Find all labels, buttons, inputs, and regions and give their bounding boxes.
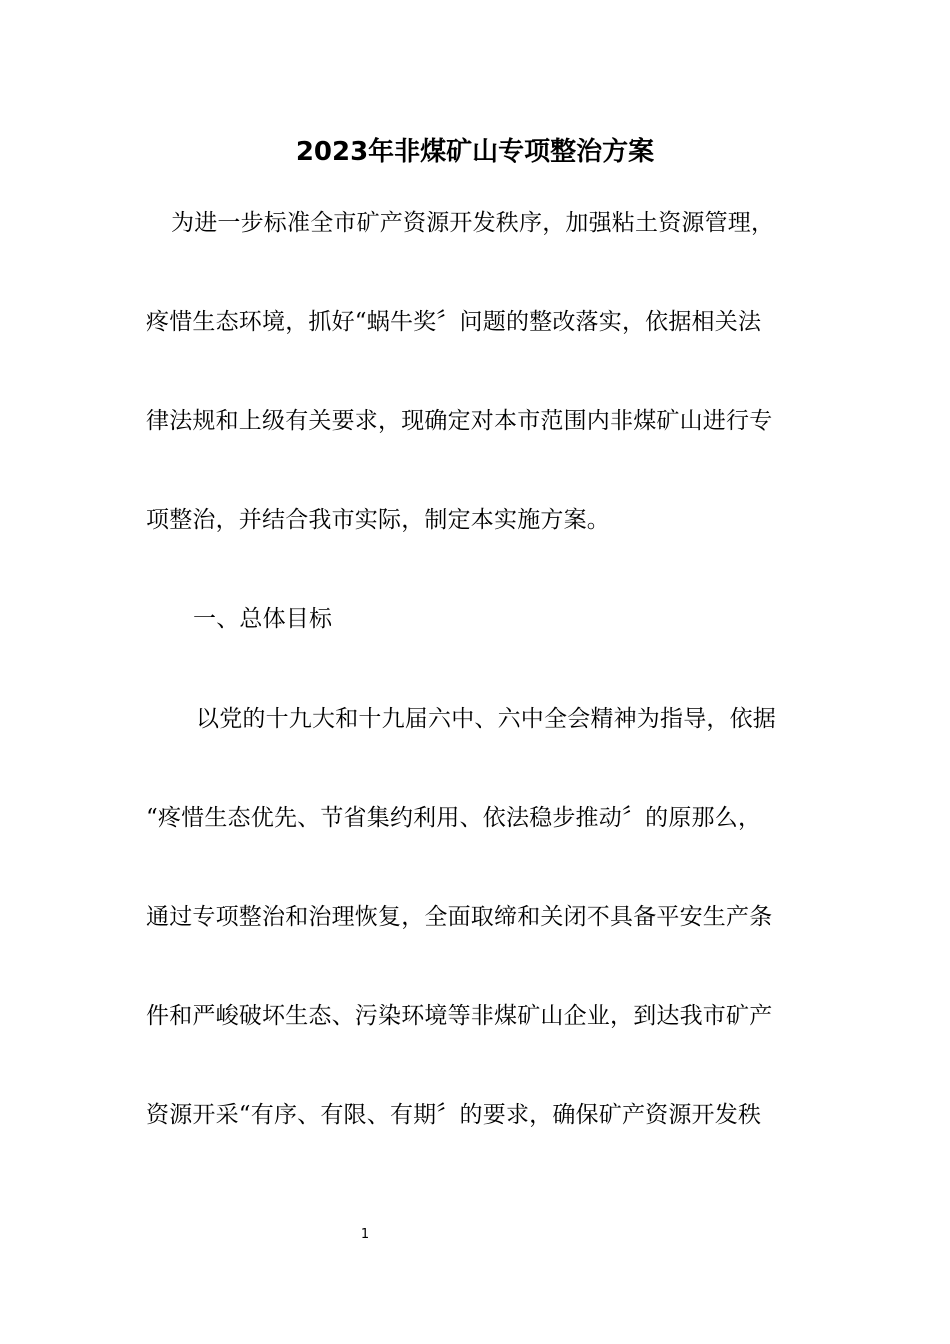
paragraph-line: 为进一步标准全市矿产资源开发秩序，加强粘土资源管理， [171,210,775,236]
paragraph-line: 疼惜生态环境，抓好“蜗牛奖〞问题的整改落实，依据相关法 [146,309,762,335]
page-number: 1 [360,1227,370,1242]
document-title: 2023年非煤矿山专项整治方案 [295,137,655,167]
paragraph-line: 件和严峻破坏生态、污染环境等非煤矿山企业，到达我市矿产 [146,1003,773,1029]
section-heading: 一、总体目标 [193,606,333,632]
paragraph-line: 资源开采“有序、有限、有期〞的要求，确保矿产资源开发秩 [146,1102,762,1128]
paragraph-line: 律法规和上级有关要求，现确定对本市范围内非煤矿山进行专 [146,408,773,434]
paragraph-line: 通过专项整治和治理恢复，全面取缔和关闭不具备平安生产条 [146,904,773,930]
paragraph-line: 项整治，并结合我市实际，制定本实施方案。 [146,507,610,533]
paragraph-line: 以党的十九大和十九届六中、六中全会精神为指导，依据 [196,706,776,732]
paragraph-line: “疼惜生态优先、节省集约利用、依法稳步推动〞的原那么， [146,805,762,831]
